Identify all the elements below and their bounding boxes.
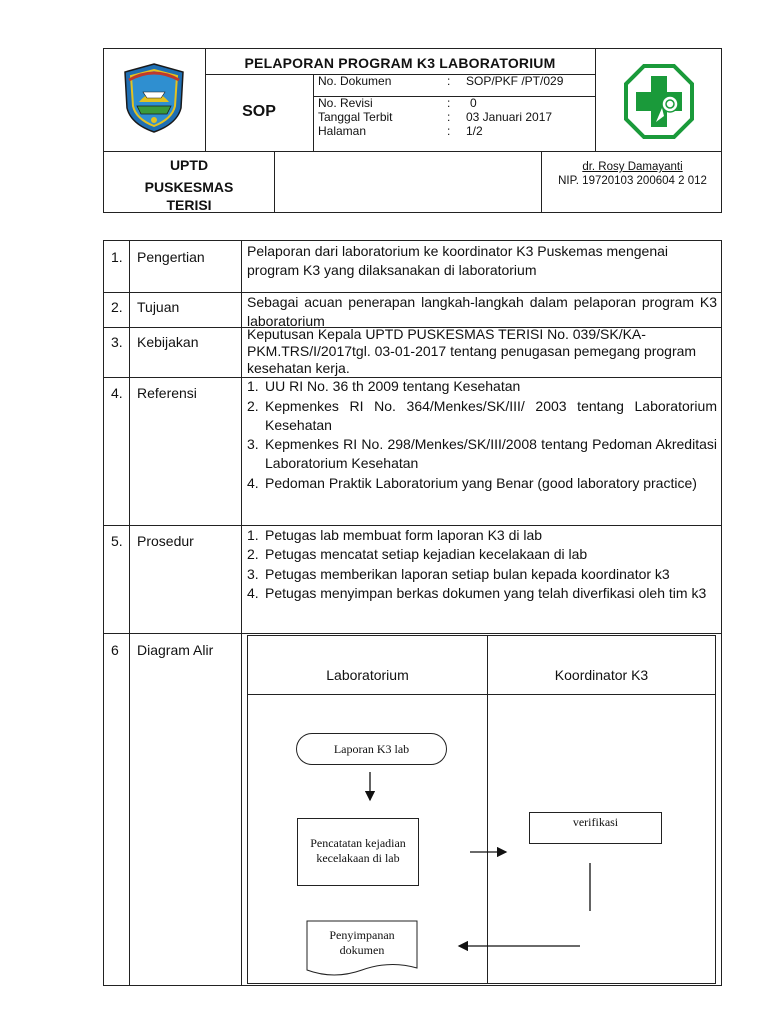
flow-arrows <box>248 636 715 983</box>
list-number: 2. <box>247 546 259 562</box>
meta-separator: : <box>447 124 451 138</box>
section-title: Pengertian <box>137 249 205 265</box>
list-number: 4. <box>247 585 259 601</box>
org-line: TERISI <box>166 197 212 213</box>
regency-emblem-logo <box>119 62 189 134</box>
reference-item: UU RI No. 36 th 2009 tentang Kesehatan <box>265 378 521 394</box>
lane-header-koordinator: Koordinator K3 <box>554 667 649 683</box>
org-line: UPTD <box>169 157 209 173</box>
section-number: 4. <box>111 385 123 401</box>
divider <box>274 151 275 213</box>
section-number: 5. <box>111 533 123 549</box>
section-title: Referensi <box>137 385 197 401</box>
signer-nip: NIP. 19720103 200604 2 012 <box>558 175 707 187</box>
meta-label: No. Revisi <box>318 96 373 110</box>
section-title: Tujuan <box>137 299 180 315</box>
divider <box>313 74 314 151</box>
procedure-step: Petugas lab membuat form laporan K3 di lab <box>265 527 543 543</box>
lane-header-laboratorium: Laboratorium <box>326 667 409 683</box>
signer-block <box>544 160 721 188</box>
section-number: 1. <box>111 249 123 265</box>
meta-value-doc-number: SOP/PKF /PT/029 <box>466 74 564 88</box>
organization-name <box>104 155 274 215</box>
reference-item: Kepmenkes RI No. 298/Menkes/SK/III/2008 tentang Pedoman Akreditasi Laboratorium Kesehatan <box>265 436 717 471</box>
list-number: 3. <box>247 436 259 452</box>
divider <box>129 241 130 985</box>
meta-value-issue-date: 03 Januari 2017 <box>466 110 553 124</box>
header-table <box>103 48 722 213</box>
signer-name: dr. Rosy Damayanti <box>582 161 683 173</box>
meta-separator: : <box>447 96 451 110</box>
list-number: 2. <box>247 398 259 414</box>
flow-verify-process: verifikasi <box>529 812 662 844</box>
section-number: 6 <box>111 642 119 658</box>
document-title: PELAPORAN PROGRAM K3 LABORATORIUM <box>244 55 556 71</box>
meta-separator: : <box>447 110 451 124</box>
meta-separator: : <box>447 74 451 88</box>
section-text: Pelaporan dari laboratorium ke koordinator K3 Puskemas mengenai program K3 yang dilaksanakan di laboratorium <box>247 243 669 278</box>
meta-value-page: 1/2 <box>466 124 483 138</box>
divider <box>104 151 721 152</box>
section-title: Prosedur <box>137 533 194 549</box>
section-text: Sebagai acuan penerapan langkah-langkah dalam pelaporan program K3 laboratorium <box>247 294 717 329</box>
org-line: PUSKESMAS <box>144 179 234 195</box>
procedure-step: Petugas menyimpan berkas dokumen yang telah diverfikasi oleh tim k3 <box>265 585 707 601</box>
reference-item: Kepmenkes RI No. 364/Menkes/SK/III/ 2003 tentang Laboratorium Kesehatan <box>265 398 717 433</box>
procedure-step: Petugas memberikan laporan setiap bulan kepada koordinator k3 <box>265 566 670 582</box>
divider <box>104 633 721 634</box>
puskesmas-logo <box>624 64 694 139</box>
sop-label: SOP <box>242 103 276 120</box>
divider <box>241 241 242 985</box>
section-title: Kebijakan <box>137 334 199 350</box>
meta-value-revision: 0 <box>470 96 477 110</box>
section-title: Diagram Alir <box>137 642 214 658</box>
procedure-step: Petugas mencatat setiap kejadian kecelakaan di lab <box>265 546 588 562</box>
list-number: 4. <box>247 475 259 491</box>
meta-label: Tanggal Terbit <box>318 110 393 124</box>
section-text: Keputusan Kepala UPTD PUSKESMAS TERISI No. 039/SK/KA-PKM.TRS/I/2017tgl. 03-01-2017 tentang penugasan pemegang program kesehatan kerja. <box>247 326 697 376</box>
flow-record-process: Pencatatan kejadian kecelakaan di lab <box>297 818 419 886</box>
flow-start-terminator: Laporan K3 lab <box>296 733 447 765</box>
list-number: 1. <box>247 378 259 394</box>
list-number: 1. <box>247 527 259 543</box>
store-label: Penyimpanan dokumen <box>329 928 395 957</box>
meta-label: Halaman <box>318 124 367 138</box>
divider <box>541 151 542 213</box>
list-number: 3. <box>247 566 259 582</box>
section-number: 3. <box>111 334 123 350</box>
section-number: 2. <box>111 299 123 315</box>
divider <box>595 49 596 151</box>
flow-diagram <box>247 635 716 984</box>
reference-item: Pedoman Praktik Laboratorium yang Benar (good laboratory practice) <box>265 475 697 491</box>
meta-label: No. Dokumen <box>318 74 392 88</box>
